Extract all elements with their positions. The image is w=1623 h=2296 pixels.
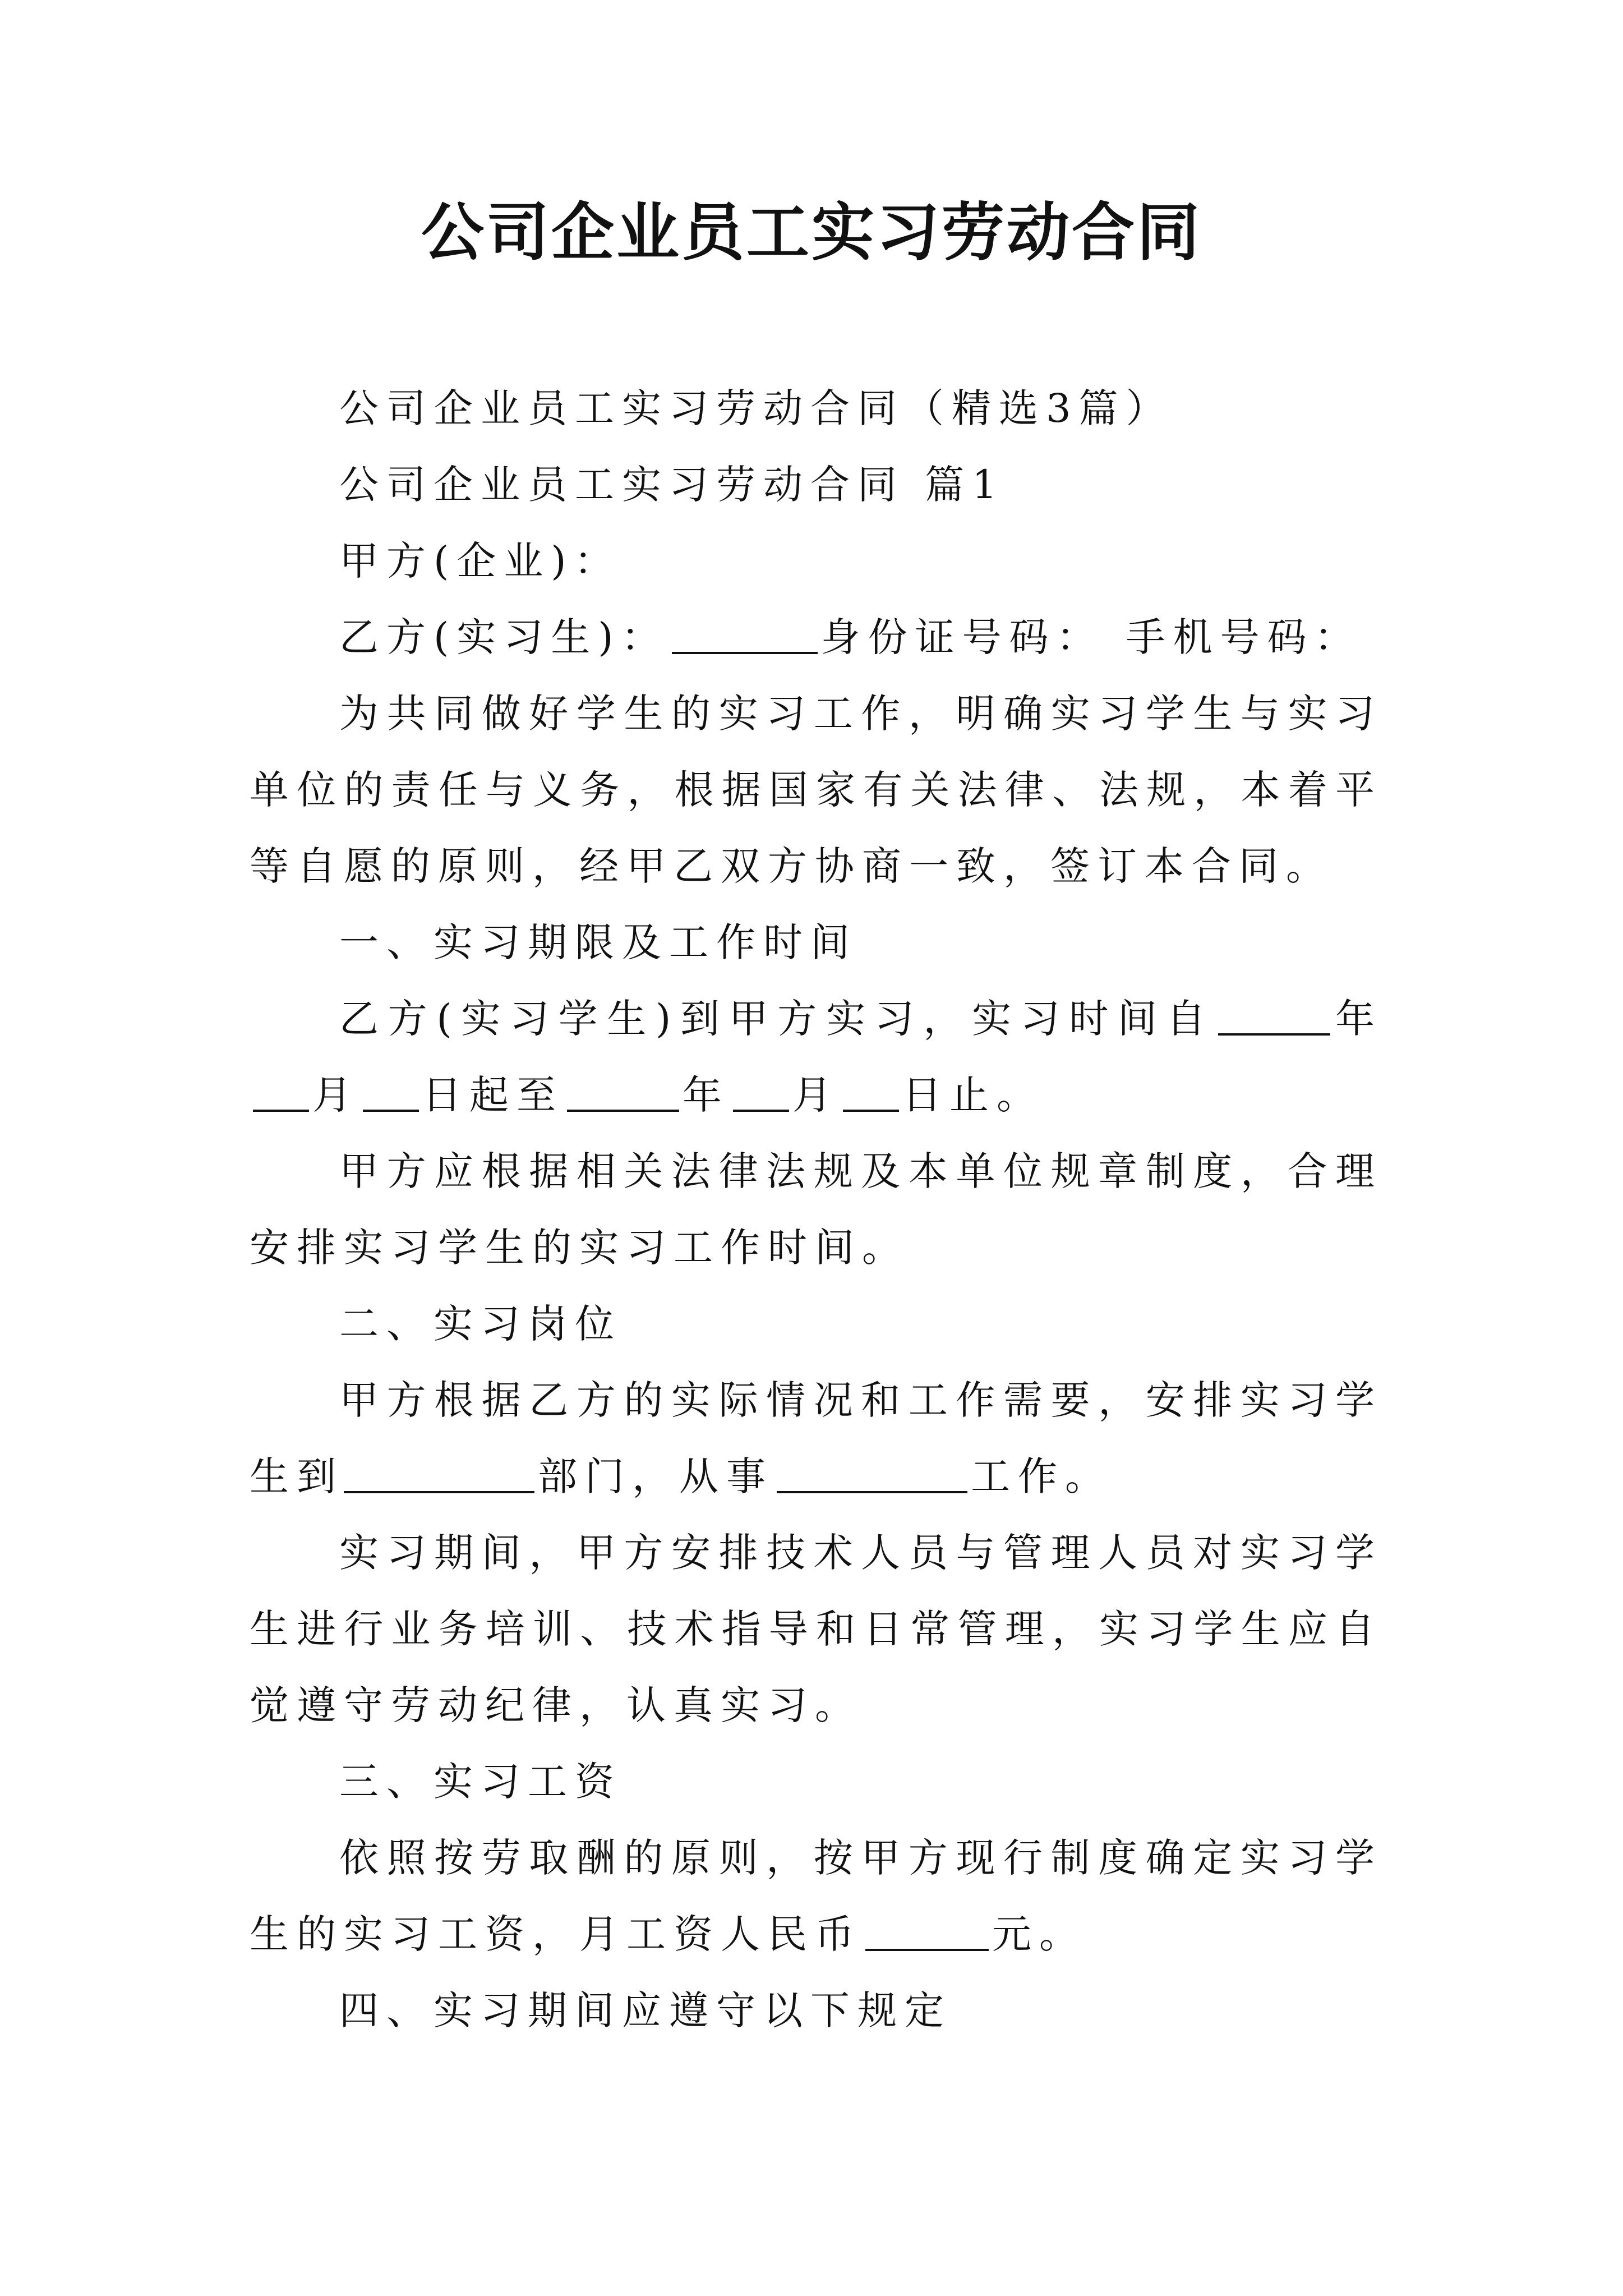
- monthly-wage-blank: [865, 1910, 989, 1951]
- intro-line: 公司企业员工实习劳动合同（精选3篇）: [339, 385, 1173, 431]
- clause3-wage-paragraph: [250, 1820, 1382, 1972]
- end-day-blank: [843, 1070, 899, 1112]
- department-blank: [344, 1452, 534, 1493]
- end-month-blank: [733, 1070, 789, 1112]
- term-text-5: 年: [683, 1072, 730, 1118]
- term-text-1: 乙方(实习学生)到甲方实习，实习时间自: [339, 996, 1215, 1042]
- party-b-label: 乙方(实习生)：: [339, 614, 668, 660]
- wage-text-2: 元。: [992, 1911, 1086, 1957]
- party-b-line: [250, 599, 1382, 675]
- clause2-training-paragraph: 实习期间，甲方安排技术人员与管理人员对实习学生进行业务培训、技术指导和日常管理，实习学生应自觉遵守劳动纪律，认真实习。: [250, 1530, 1382, 1728]
- clause2-heading: 二、实习岗位: [339, 1301, 622, 1347]
- clause1-term-paragraph: [250, 981, 1382, 1133]
- document-title: 公司企业员工实习劳动合同: [421, 196, 1202, 269]
- end-year-blank: [567, 1070, 679, 1112]
- wage-text-1: 依照按劳取酬的原则，按甲方现行制度确定实习学生的实习工资，月工资人民币: [250, 1835, 1382, 1957]
- clause1-heading: 一、实习期限及工作时间: [339, 919, 857, 965]
- term-text-3: 月: [312, 1072, 359, 1118]
- preamble-paragraph: 为共同做好学生的实习工作，明确实习学生与实习单位的责任与义务，根据国家有关法律、法规，本着平等自愿的原则，经甲乙双方协商一致，签订本合同。: [250, 691, 1382, 889]
- term-text-4: 日起至: [422, 1072, 564, 1118]
- party-b-name-blank: [672, 613, 818, 654]
- clause3-heading: 三、实习工资: [339, 1759, 622, 1805]
- section-title: 公司企业员工实习劳动合同 篇1: [339, 462, 1005, 508]
- start-day-blank: [363, 1070, 419, 1112]
- assign-text-1: 甲方根据乙方的实际情况和工作需要，安排实习学生到: [250, 1377, 1382, 1499]
- term-text-7: 日止。: [902, 1072, 1044, 1118]
- phone-number-label: 手机号码：: [1126, 614, 1362, 660]
- term-text-6: 月: [792, 1072, 840, 1118]
- start-year-blank: [1218, 994, 1330, 1036]
- assign-text-2: 部门，从事: [538, 1453, 773, 1499]
- clause4-heading: 四、实习期间应遵守以下规定: [339, 1987, 952, 2033]
- document-body: [250, 370, 1382, 2049]
- clause2-assign-paragraph: [250, 1362, 1382, 1515]
- work-type-blank: [777, 1452, 967, 1493]
- assign-text-3: 工作。: [971, 1453, 1112, 1499]
- id-number-label: 身份证号码：: [820, 614, 1104, 660]
- term-text-2: 年: [1334, 996, 1382, 1042]
- clause1-hours-paragraph: 甲方应根据相关法律法规及本单位规章制度，合理安排实习学生的实习工作时间。: [250, 1148, 1382, 1271]
- party-a-line: 甲方(企业)：: [339, 538, 621, 584]
- start-month-blank: [253, 1070, 309, 1112]
